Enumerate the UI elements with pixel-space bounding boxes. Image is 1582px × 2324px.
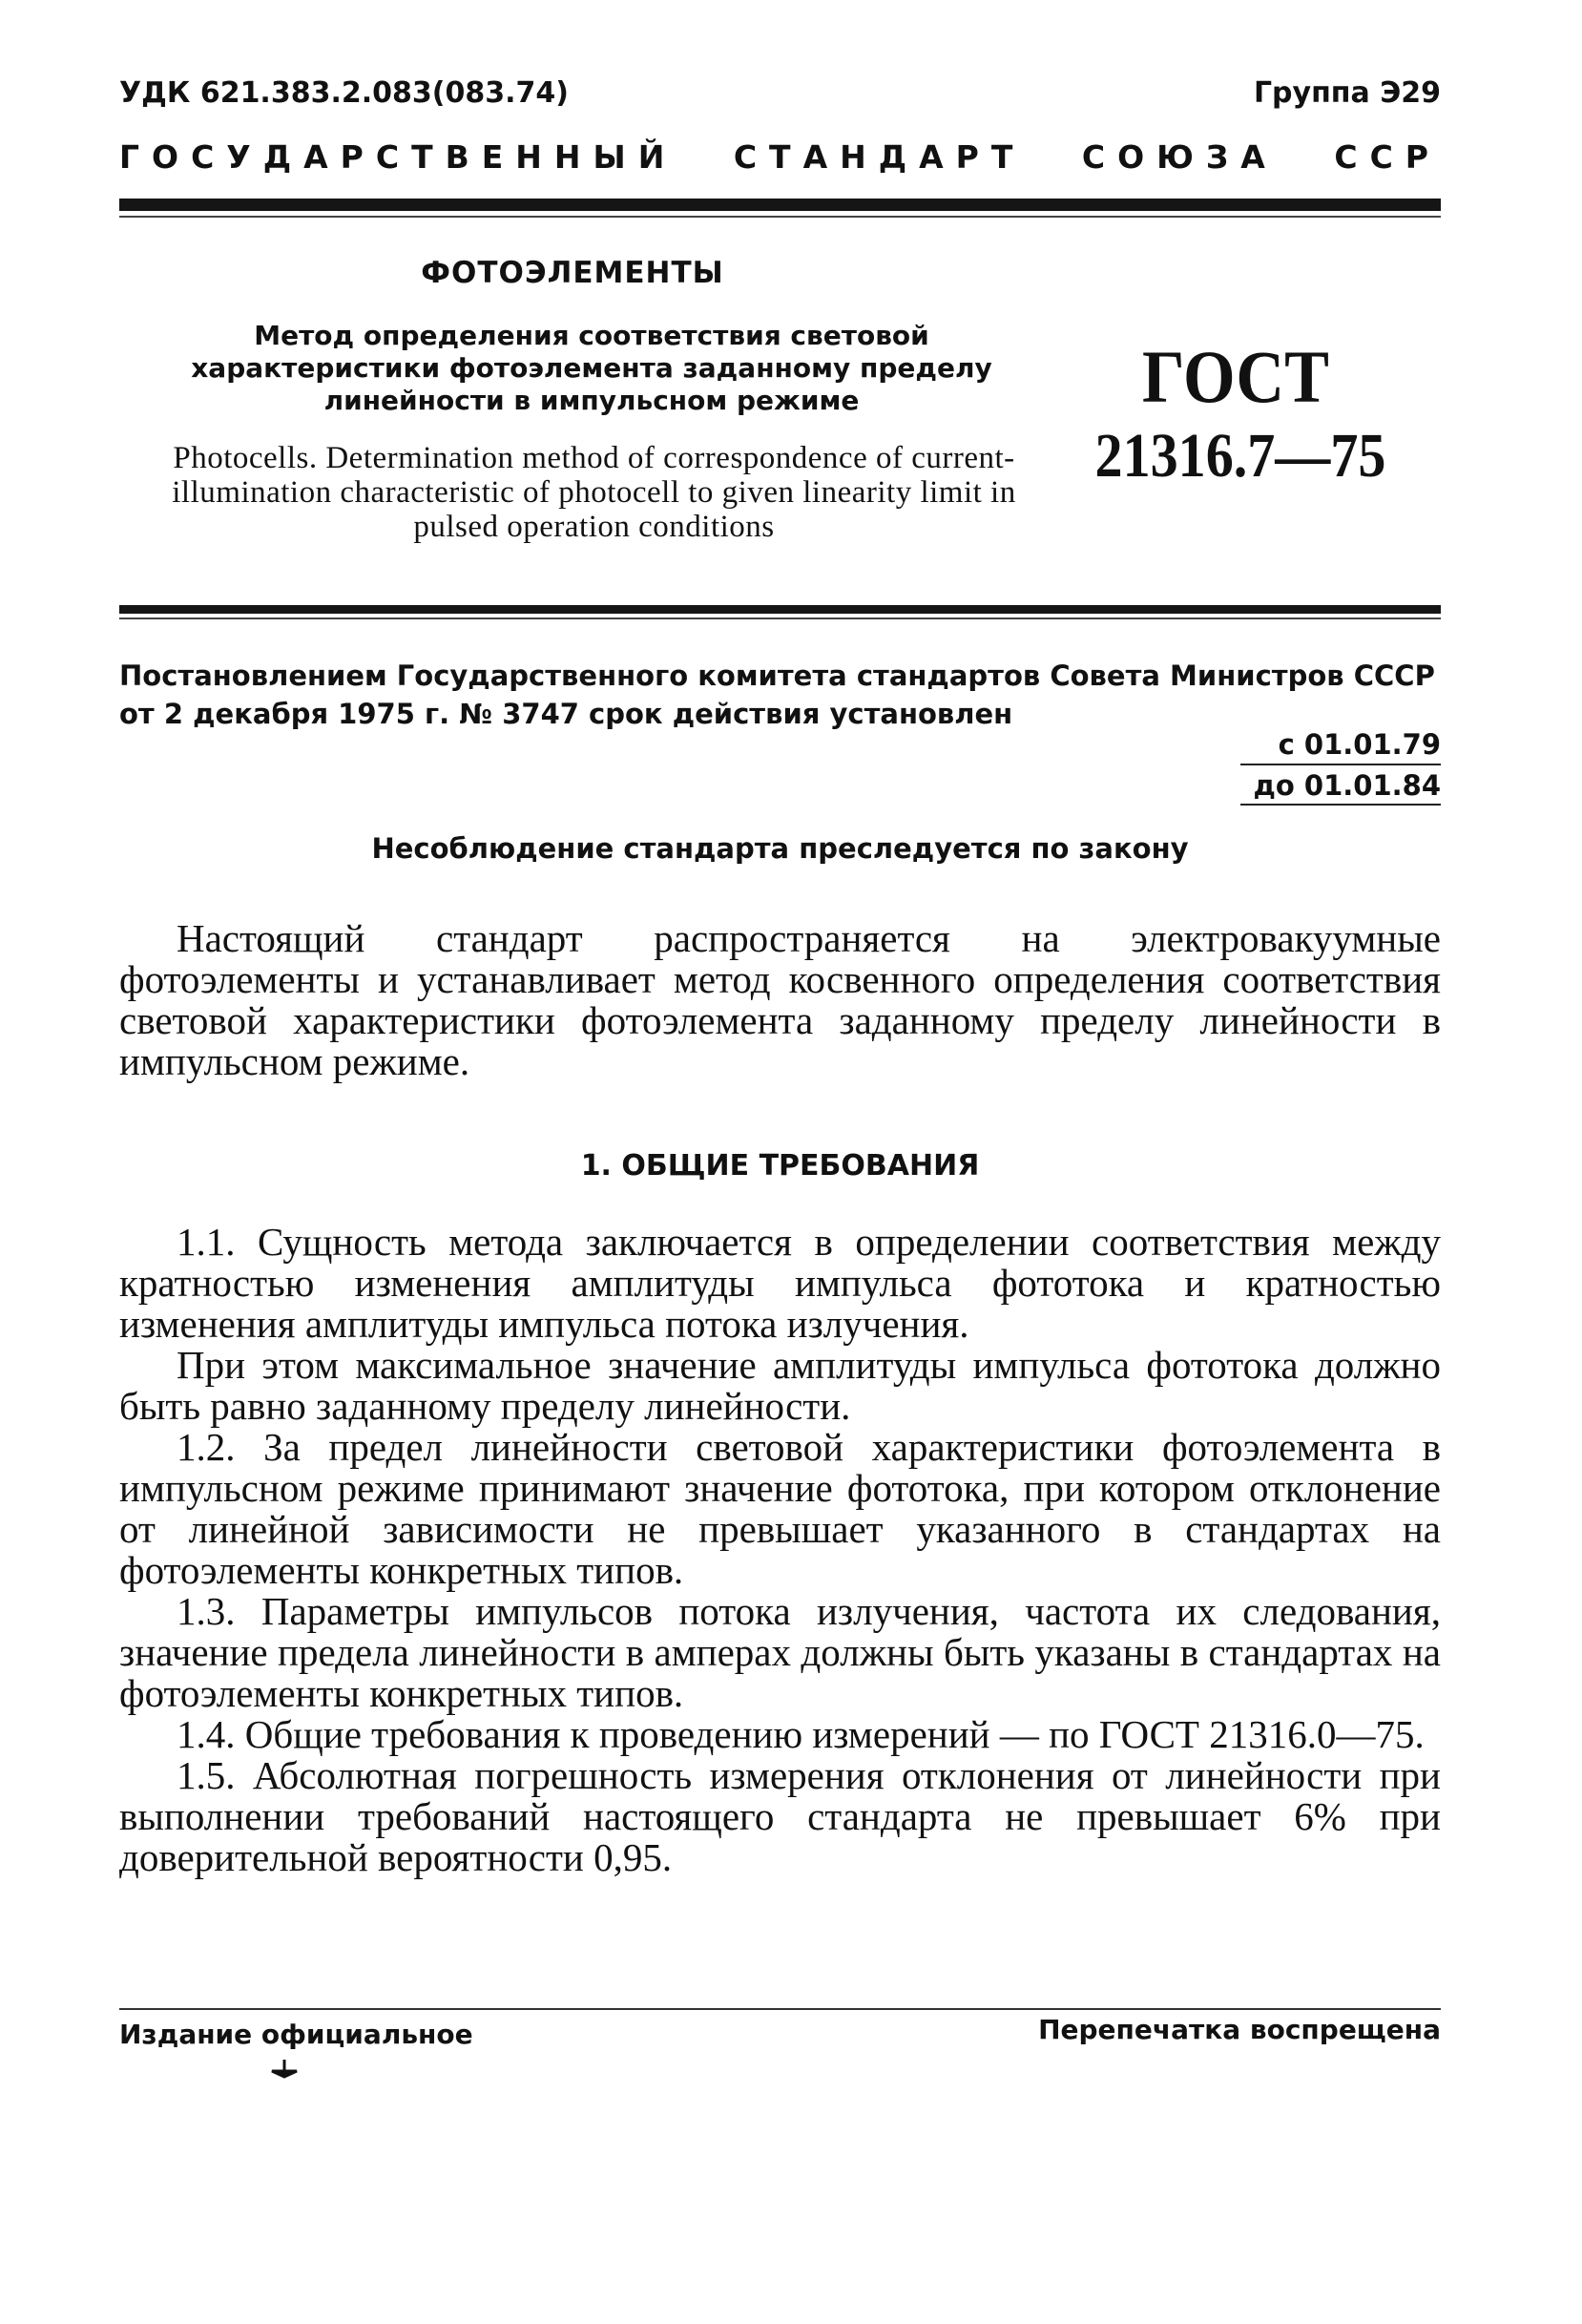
heading-word: СТАНДАРТ	[733, 138, 1026, 176]
valid-from: с 01.01.79	[1278, 728, 1441, 761]
valid-to: до 01.01.84	[1253, 769, 1441, 802]
intro-paragraph: Настоящий стандарт распространяется на электровакуумные фотоэлементы и устанавливает метод косвенного определения соответствия световой характеристики фотоэлемента заданному пределу линейности в импульсном режиме.	[119, 916, 1441, 1083]
clause-paragraph: При этом максимальное значение амплитуды импульса фототока должно быть равно заданному пределу линейности.	[119, 1343, 1441, 1428]
header-rule-thin	[119, 216, 1441, 218]
decree-line-2: от 2 декабря 1975 г. № 3747 срок действия установлен	[119, 698, 1013, 730]
enforcement-notice: Несоблюдение стандарта преследуется по закону	[371, 832, 1189, 865]
header-rule	[119, 199, 1441, 211]
clause-paragraph: 1.5. Абсолютная погрешность измерения отклонения от линейности при выполнении требований настоящего стандарта не превышает 6% при доверительной вероятности 0,95.	[119, 1753, 1441, 1879]
heading-word: ССР	[1334, 138, 1441, 176]
document-subtitle-english: Photocells. Determination method of correspondence of current-illumination characteristic of photocell to given linearity limit in pulsed operation conditions	[172, 441, 1016, 544]
official-edition: Издание официальное	[119, 2019, 473, 2050]
clause-paragraph: 1.3. Параметры импульсов потока излучения, частота их следования, значение предела линейности в амперах должны быть указаны в стандартах на фотоэлементы конкретных типов.	[119, 1589, 1441, 1715]
clause-paragraph: 1.2. За предел линейности световой характеристики фотоэлемента в импульсном режиме принимают значение фототока, при котором отклонение от линейной зависимости не превышает указанного в стандартах на фотоэлементы конкретных типов.	[119, 1425, 1441, 1592]
heading-word: СОЮЗА	[1081, 138, 1278, 176]
gost-number: 21316.7—75	[1094, 421, 1386, 491]
heading-word: ГОСУДАРСТВЕННЫЙ	[119, 138, 677, 176]
document-title: ФОТОЭЛЕМЕНТЫ	[421, 256, 724, 290]
validity-rule-bottom	[1240, 804, 1441, 806]
footer-rule	[119, 2008, 1441, 2010]
decree-block	[119, 657, 1441, 733]
clause-paragraph: 1.4. Общие требования к проведению измерений — по ГОСТ 21316.0—75.	[177, 1712, 1425, 1756]
decree-line-1: Постановлением Государственного комитета стандартов Совета Министров СССР	[119, 660, 1435, 692]
clauses-list	[119, 1222, 1441, 1878]
state-standard-heading	[119, 138, 1441, 176]
reprint-prohibited: Перепечатка воспрещена	[1038, 2014, 1441, 2045]
section-rule-thin	[119, 618, 1441, 619]
udk-code: УДК 621.383.2.083(083.74)	[119, 76, 569, 110]
section-heading: 1. ОБЩИЕ ТРЕБОВАНИЯ	[580, 1149, 980, 1183]
group-code: Группа Э29	[1253, 76, 1441, 110]
section-rule	[119, 605, 1441, 614]
publisher-mark-icon	[270, 2060, 299, 2079]
document-subtitle: Метод определения соответствия световой характеристики фотоэлемента заданному пределу линейности в импульсном режиме	[191, 320, 992, 416]
gost-label: ГОСТ	[1142, 335, 1329, 418]
validity-rule	[1240, 764, 1441, 765]
clause-paragraph: 1.1. Сущность метода заключается в определении соответствия между кратностью изменения амплитуды импульса фототока и кратностью изменения амплитуды импульса потока излучения.	[119, 1220, 1441, 1346]
